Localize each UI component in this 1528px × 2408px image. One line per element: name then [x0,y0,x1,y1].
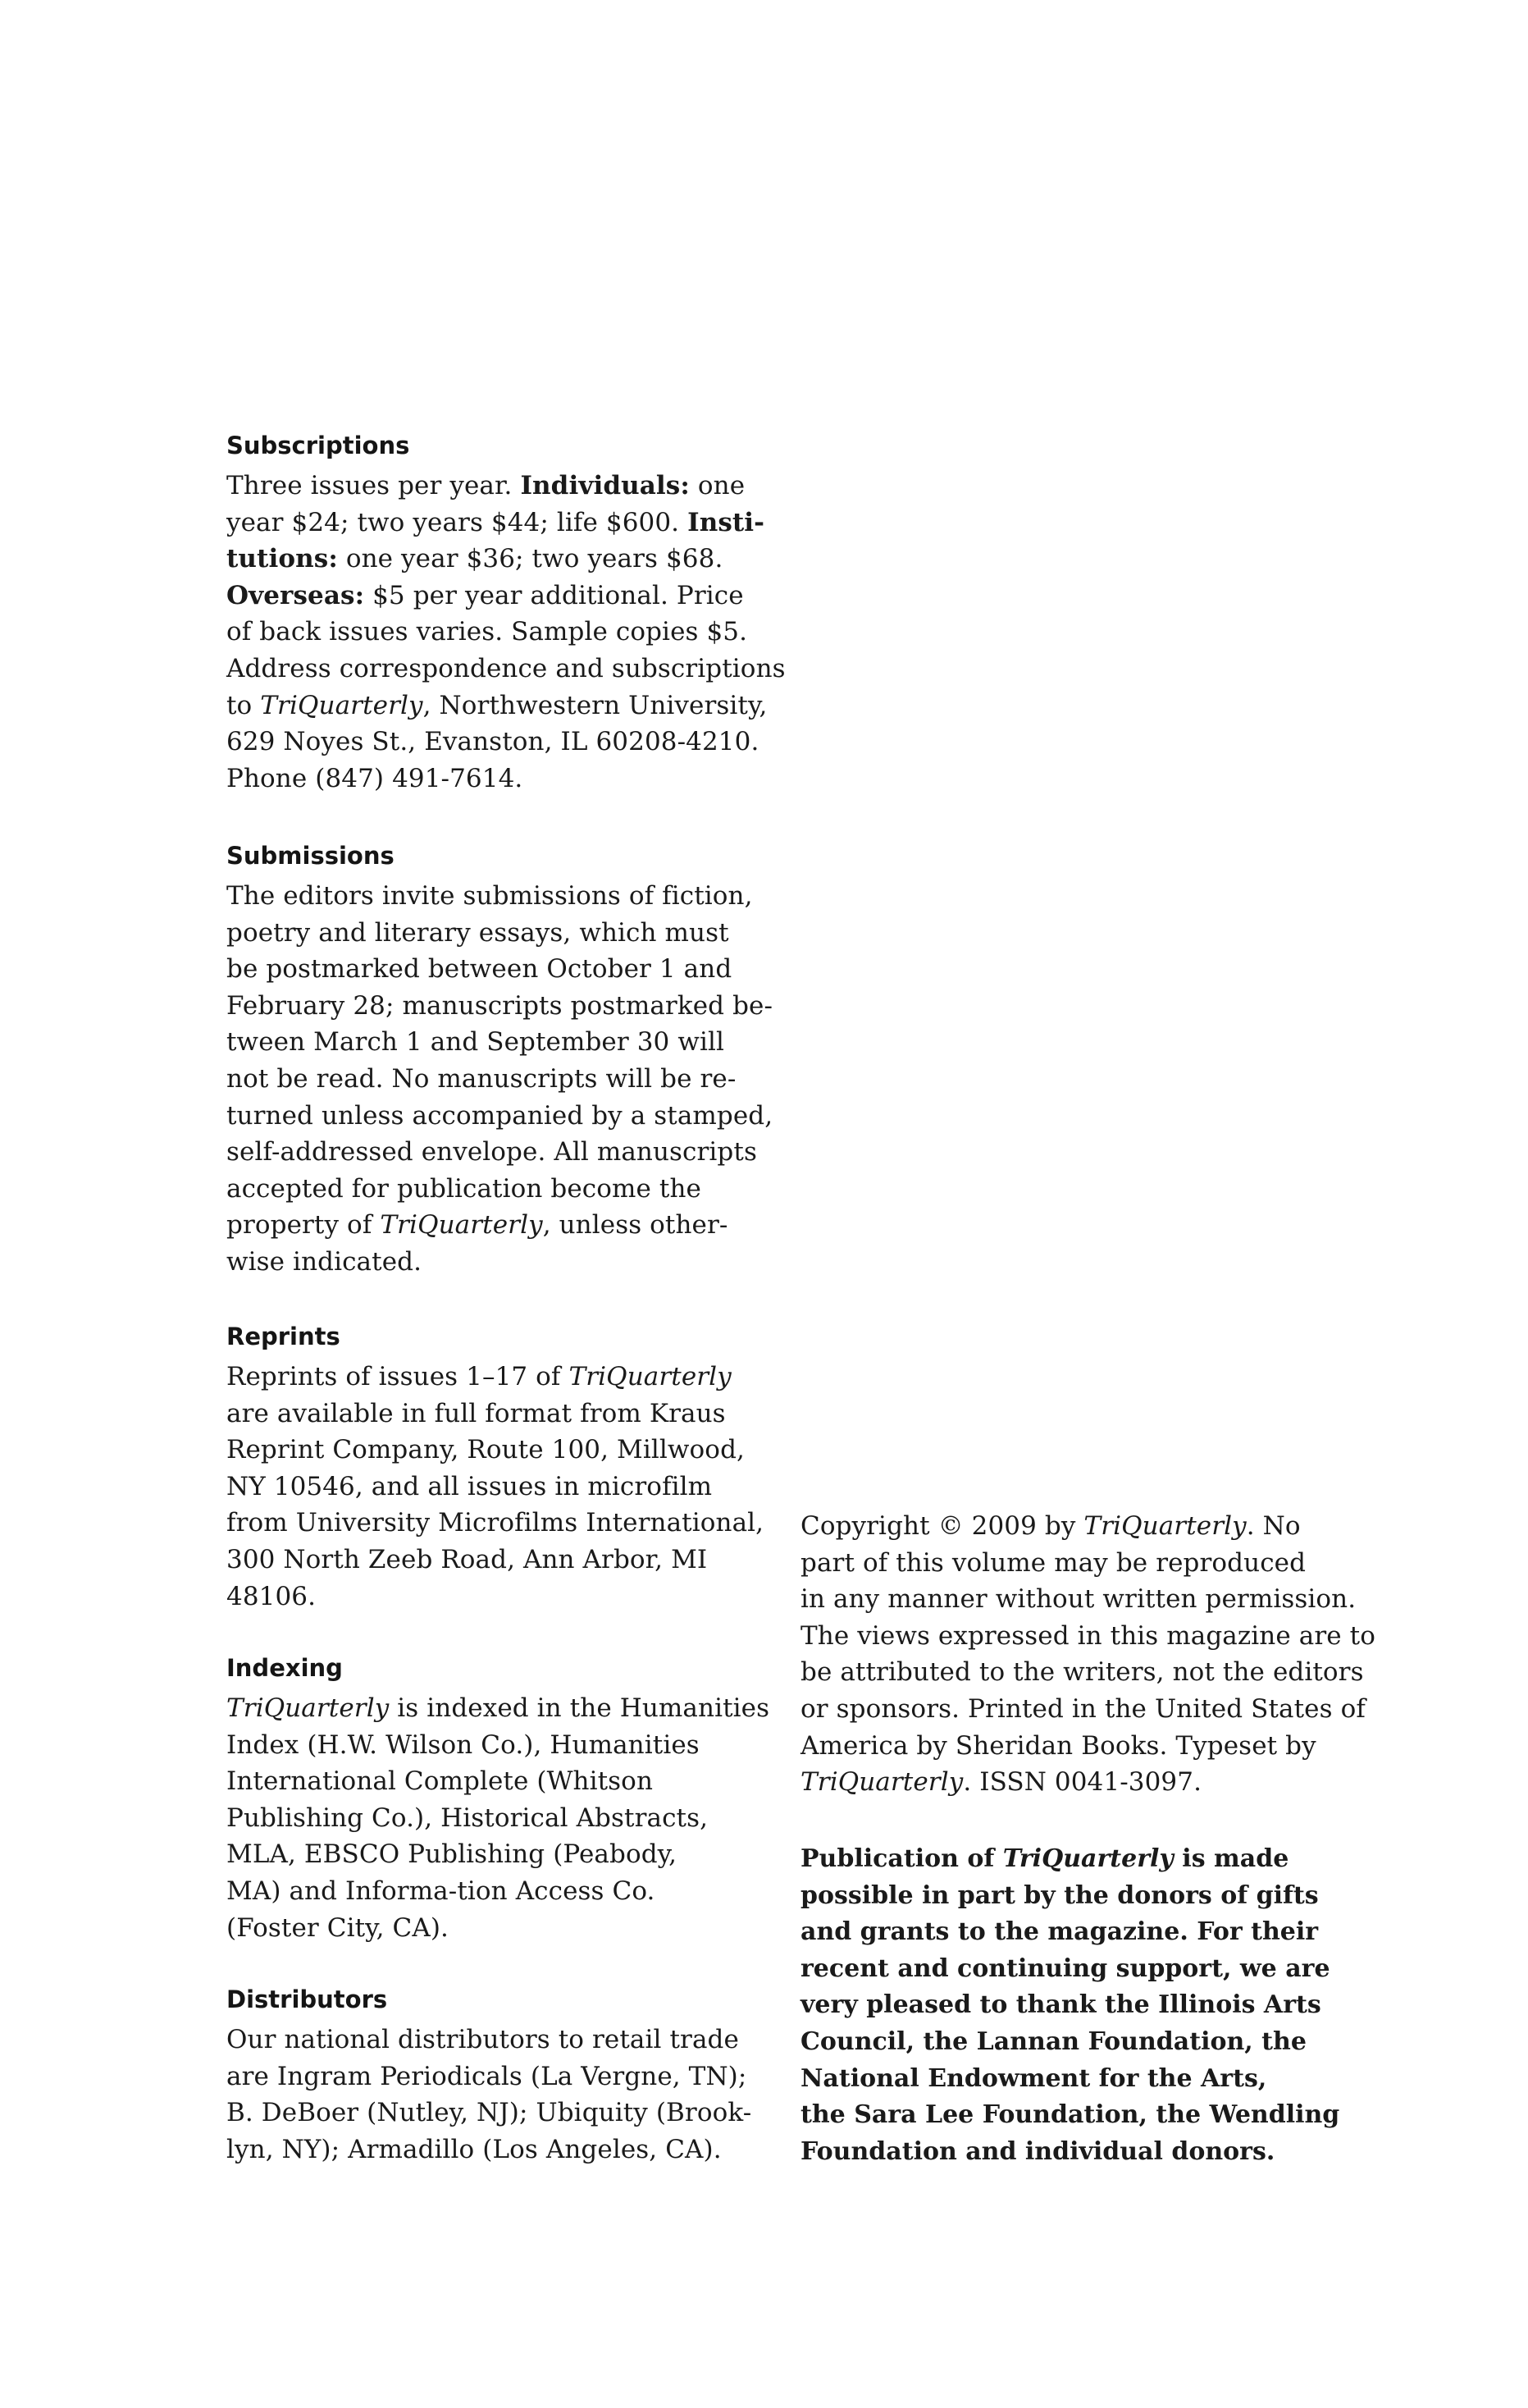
text-line: tween March 1 and September 30 will [226,1027,725,1058]
text-line: accepted for publication become the [226,1173,701,1204]
distributors-section [226,1982,751,2168]
text-line: Our national distributors to retail trade [226,2025,739,2054]
text-line: Council, the Lannan Foundation, the [800,2026,1307,2056]
text-line: (Foster City, CA). [226,1912,449,1943]
text-line: 300 North Zeeb Road, Ann Arbor, MI [226,1544,708,1574]
indexing-section [226,1651,770,1946]
text-line: of back issues varies. Sample copies $5. [226,617,748,647]
text-line: February 28; manuscripts postmarked be- [226,990,773,1021]
text-line: Phone (847) 491-7614. [226,763,523,793]
text-line: Publication of TriQuarterly is made [800,1844,1289,1873]
text-line: be attributed to the writers, not the editors [800,1657,1364,1688]
text-line: 48106. [226,1581,317,1611]
text-line: Three issues per year. Individuals: one [226,471,746,500]
text-line: property of TriQuarterly, unless other- [226,1210,728,1241]
text-line: recent and continuing support, we are [800,1953,1330,1983]
text-line: Copyright © 2009 by TriQuarterly. No [800,1511,1301,1541]
text-line: part of this volume may be reproduced [800,1547,1307,1578]
text-line: are available in full format from Kraus [226,1398,726,1428]
reprints-text [226,1359,764,1615]
text-line: Reprint Company, Route 100, Millwood, [226,1435,745,1465]
submissions-heading: Submissions [226,842,395,870]
text-line: or sponsors. Printed in the United States of [800,1693,1366,1724]
text-line: turned unless accompanied by a stamped, [226,1100,773,1131]
text-line: MA) and Informa-tion Access Co. [226,1876,655,1906]
copyright-section [800,1508,1375,1801]
text-line: to TriQuarterly, Northwestern University, [226,690,768,720]
acknowledgment-section [800,1841,1342,2170]
text-line: from University Microfilms International, [226,1508,764,1538]
text-line: year $24; two years $44; life $600. Insti- [226,507,765,537]
text-line: very pleased to thank the Illinois Arts [800,1990,1321,2020]
text-line: America by Sheridan Books. Typeset by [800,1730,1316,1761]
text-line: self-addressed envelope. All manuscripts [226,1137,757,1167]
text-line: The editors invite submissions of fiction, [226,881,753,911]
acknowledgment-text [800,1841,1342,2170]
text-line: Overseas: $5 per year additional. Price [226,580,744,610]
text-line: National Endowment for the Arts, [800,2063,1267,2093]
distributors-heading: Distributors [226,1985,388,2013]
submissions-section [226,838,773,1281]
text-line: not be read. No manuscripts will be re- [226,1063,737,1094]
indexing-text [226,1690,770,1946]
subscriptions-heading: Subscriptions [226,432,410,459]
reprints-section [226,1319,764,1615]
text-line: poetry and literary essays, which must [226,917,729,948]
text-line: the Sara Lee Foundation, the Wendling [800,2100,1340,2130]
text-line: TriQuarterly. ISSN 0041-3097. [800,1767,1202,1798]
copyright-text [800,1508,1375,1801]
submissions-text [226,878,773,1281]
text-line: The views expressed in this magazine are to [800,1620,1375,1651]
text-line: wise indicated. [226,1246,422,1277]
text-line: in any manner without written permission. [800,1584,1357,1615]
subscriptions-text [226,468,786,797]
text-line: tutions: one year $36; two years $68. [226,544,723,574]
text-line: 629 Noyes St., Evanston, IL 60208-4210. [226,727,759,757]
text-line: Index (H.W. Wilson Co.), Humanities [226,1729,700,1760]
text-line: and grants to the magazine. For their [800,1917,1319,1947]
text-line: NY 10546, and all issues in microfilm [226,1471,713,1501]
reprints-heading: Reprints [226,1323,340,1350]
text-line: B. DeBoer (Nutley, NJ); Ubiquity (Brook- [226,2098,752,2128]
text-line: Reprints of issues 1–17 of TriQuarterly [226,1362,732,1391]
text-line: are Ingram Periodicals (La Vergne, TN); [226,2061,747,2091]
text-line: Foundation and individual donors. [800,2136,1275,2166]
text-line: MLA, EBSCO Publishing (Peabody, [226,1839,677,1870]
distributors-text [226,2022,751,2168]
text-line: TriQuarterly is indexed in the Humanities [226,1693,770,1723]
text-line: Publishing Co.), Historical Abstracts, [226,1803,709,1833]
subscriptions-section [226,428,786,797]
text-line: be postmarked between October 1 and [226,954,732,985]
text-line: lyn, NY); Armadillo (Los Angeles, CA). [226,2134,722,2164]
text-line: International Complete (Whitson [226,1766,654,1797]
indexing-heading: Indexing [226,1654,343,1682]
text-line: Address correspondence and subscriptions [226,653,786,683]
text-line: possible in part by the donors of gifts [800,1880,1319,1910]
